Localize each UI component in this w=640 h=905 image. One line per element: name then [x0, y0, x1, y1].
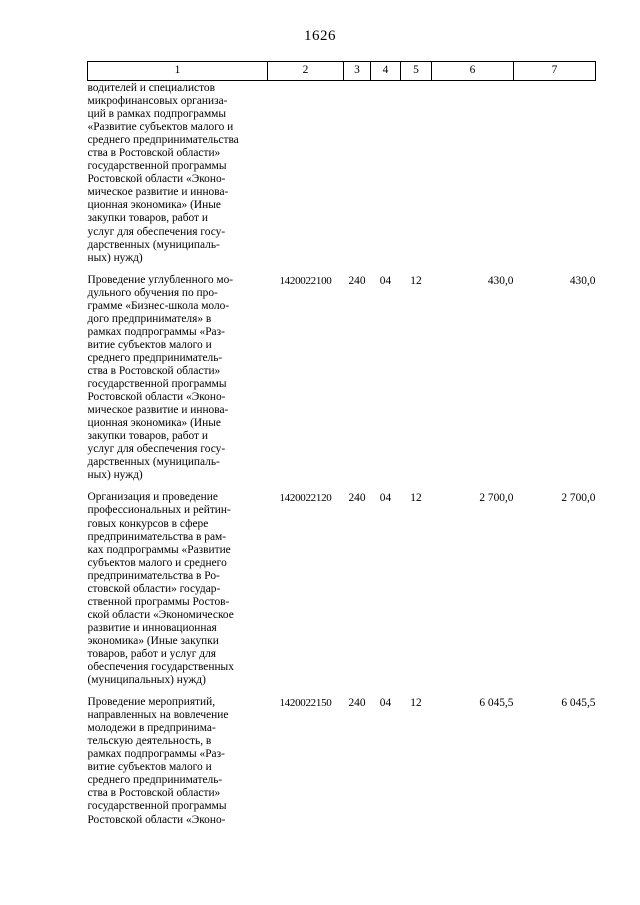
description-line: ках подпрограммы «Развитие [87, 543, 231, 556]
row-description [88, 482, 268, 687]
table-body [88, 81, 596, 827]
page-number: 1626 [304, 28, 336, 44]
amount-year-1: 430,0 [487, 274, 514, 287]
expense-type [344, 81, 371, 265]
description-line: Ростовской области «Эконо- [87, 391, 226, 404]
amount-year-2: 2 700,0 [561, 492, 596, 505]
description-line: государственной программы [87, 160, 227, 173]
description-line: государственной программы [87, 378, 227, 391]
description-line: ства в Ростовской области» [87, 364, 221, 377]
description-line: микрофинансовых организа- [87, 95, 228, 108]
description-line: закупки товаров, работ и [87, 430, 208, 443]
description-line: предпринимательства в рам- [87, 530, 227, 543]
column-header-2: 2 [268, 62, 344, 81]
description-line: «Развитие субъектов малого и [87, 121, 234, 134]
description-line: экономика» (Иные закупки [87, 634, 219, 647]
description-line: услуг для обеспечения госу- [87, 443, 226, 456]
expense-type: 240 [348, 274, 366, 287]
description-line: развитие и инновационная [87, 621, 217, 634]
section-code: 04 [379, 697, 392, 710]
budget-table [87, 61, 596, 827]
description-line: рамках подпрограммы «Раз- [87, 748, 225, 761]
subsection-code: 12 [410, 697, 422, 710]
description-line: мическое развитие и иннова- [87, 186, 229, 199]
description-line: дарственных (муниципаль- [87, 456, 220, 469]
description-line: ционная экономика» (Иные [87, 417, 221, 430]
description-line: ской области «Экономическое [87, 608, 234, 621]
description-line: витие субъектов малого и [87, 761, 212, 774]
description-line: Организация и проведение [87, 491, 218, 504]
description-line: ных) нужд) [87, 469, 143, 482]
description-line: витие субъектов малого и [87, 338, 212, 351]
amount-year-2: 6 045,5 [561, 697, 596, 710]
column-header-7: 7 [514, 62, 596, 81]
description-line: Проведение углубленного мо- [87, 273, 234, 286]
row-description [88, 265, 268, 483]
description-line: Ростовской области «Эконо- [87, 813, 226, 826]
description-line: среднего предприниматель- [87, 351, 223, 364]
description-line: ных) нужд) [87, 251, 143, 264]
section-code [371, 81, 401, 265]
table-row [88, 687, 596, 826]
description-line: обеспечения государственных [87, 661, 234, 674]
column-header-6: 6 [432, 62, 514, 81]
description-line: направленных на вовлечение [87, 709, 229, 722]
section-code: 04 [379, 492, 392, 505]
description-line: грамме «Бизнес-школа моло- [87, 299, 230, 312]
description-line: предпринимательства в Ро- [87, 569, 220, 582]
amount-year-2: 430,0 [569, 274, 596, 287]
amount-year-2 [514, 81, 596, 265]
table-row [88, 265, 596, 483]
budget-code: 1420022120 [279, 492, 332, 505]
amount-year-1 [432, 81, 514, 265]
description-line: профессиональных и рейтин- [87, 504, 231, 517]
description-line: тельскую деятельность, в [87, 735, 212, 748]
description-line: среднего предприниматель- [87, 774, 223, 787]
description-line: Проведение мероприятий, [87, 696, 216, 709]
description-line: (муниципальных) нужд) [87, 674, 206, 687]
description-line: товаров, работ и услуг для [87, 647, 217, 660]
description-line: ционная экономика» (Иные [87, 199, 221, 212]
description-line: субъектов малого и среднего [87, 556, 227, 569]
description-line: среднего предпринимательства [87, 134, 239, 147]
table-row [88, 81, 596, 265]
subsection-code: 12 [410, 492, 422, 505]
description-line: дого предпринимателя» в [87, 312, 212, 325]
description-line: услуг для обеспечения госу- [87, 225, 226, 238]
budget-code: 1420022150 [279, 697, 332, 710]
description-line: рамках подпрограммы «Раз- [87, 325, 225, 338]
row-description [88, 81, 268, 265]
expense-type: 240 [348, 492, 366, 505]
budget-code [268, 81, 344, 265]
amount-year-1: 2 700,0 [479, 492, 514, 505]
table-header-row [88, 62, 596, 81]
column-header-1: 1 [88, 62, 268, 81]
section-code: 04 [379, 274, 392, 287]
row-description [88, 687, 268, 826]
expense-type: 240 [348, 697, 366, 710]
description-line: водителей и специалистов [87, 82, 216, 94]
description-line: молодежи в предпринима- [87, 722, 216, 735]
column-header-4: 4 [371, 62, 401, 81]
description-line: государственной программы [87, 800, 227, 813]
subsection-code: 12 [410, 274, 422, 287]
description-line: закупки товаров, работ и [87, 212, 208, 225]
description-line: ций в рамках подпрограммы [87, 108, 227, 121]
table-row [88, 482, 596, 687]
column-header-3: 3 [344, 62, 371, 81]
description-line: ства в Ростовской области» [87, 787, 221, 800]
description-line: мическое развитие и иннова- [87, 404, 229, 417]
description-line: стовской области» государ- [87, 582, 221, 595]
amount-year-1: 6 045,5 [479, 697, 514, 710]
subsection-code [401, 81, 432, 265]
description-line: дарственных (муниципаль- [87, 238, 220, 251]
description-line: Ростовской области «Эконо- [87, 173, 226, 186]
column-header-5: 5 [401, 62, 432, 81]
description-line: ства в Ростовской области» [87, 147, 221, 160]
budget-code: 1420022100 [279, 274, 332, 287]
description-line: дульного обучения по про- [87, 286, 218, 299]
description-line: говых конкурсов в сфере [87, 517, 209, 530]
description-line: ственной программы Ростов- [87, 595, 230, 608]
